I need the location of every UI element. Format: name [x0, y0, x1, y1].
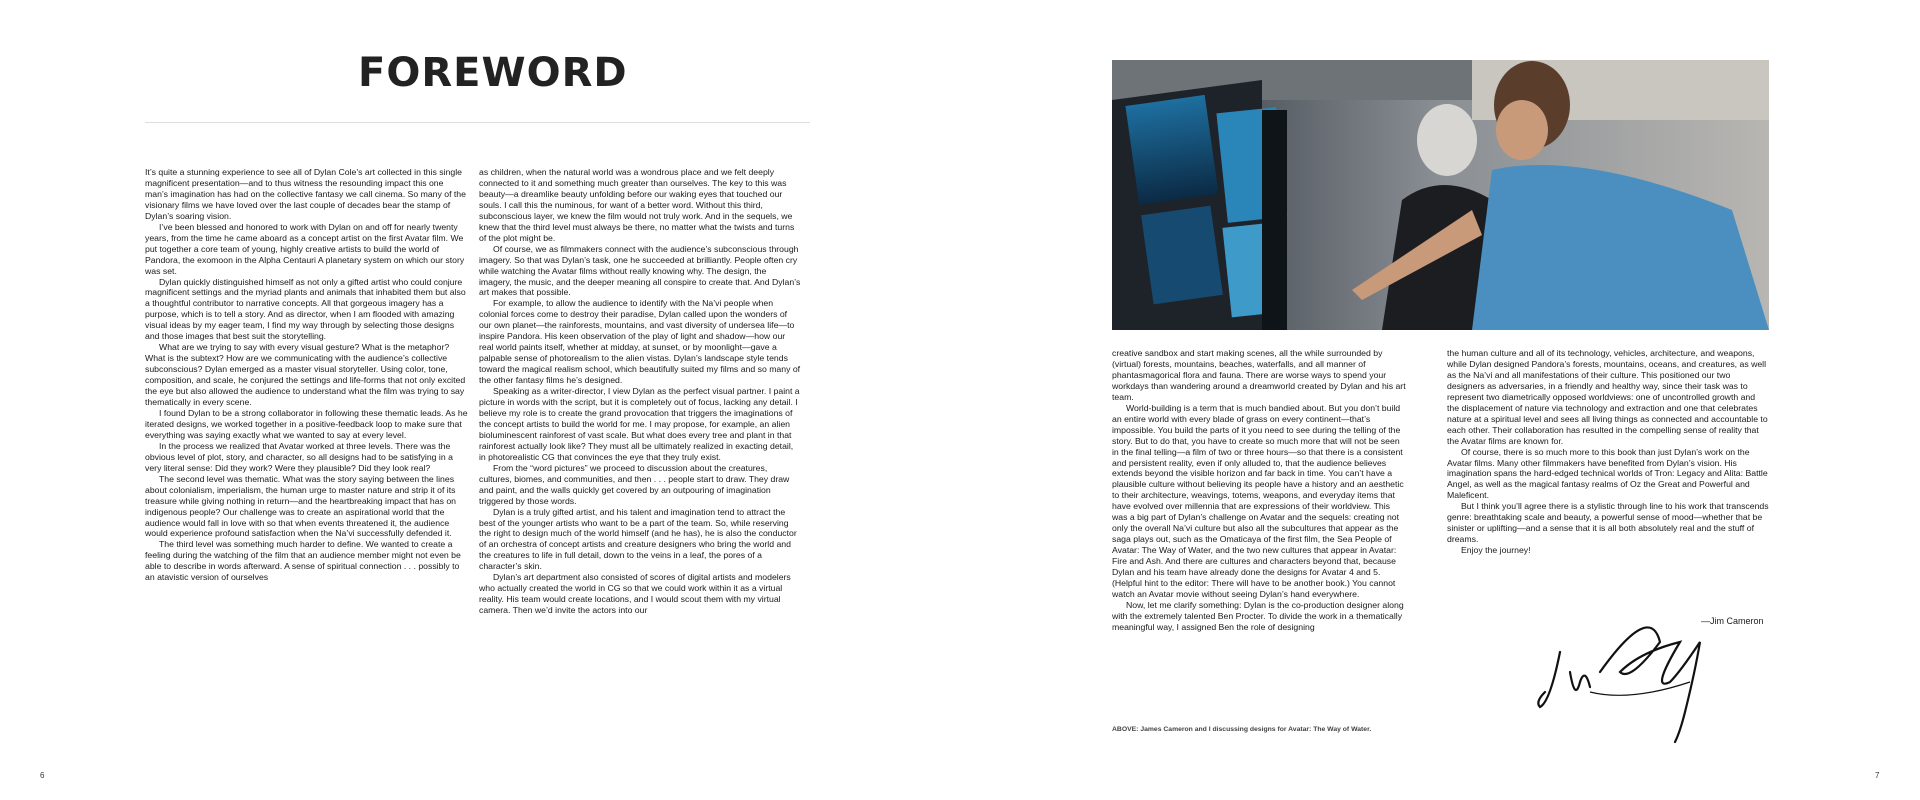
closing-line: Enjoy the journey! [1461, 545, 1531, 556]
paragraph: Dylan quickly distinguished himself as not only a gifted artist who could conjure magnificent settings and the myriad plants and animals that inhabited them but also a thoughtful contributor to narrative concepts. All that gorgeous imagery has a purpose, which is to tell a story. And as director, when I am flooded with amazing visual ideas by my eager team, I find my way through by selecting those designs and those images that best suit the storytelling. [145, 276, 466, 342]
paragraph: Dylan is a truly gifted artist, and his talent and imagination tend to attract the best of the younger artists who want to be a part of the team. So, while reserving the right to design much of the world himself (and he has), he is also the conductor of an orchestra of concept artists and creature designers who bring the world and the creatures to life in full detail, down to the veins in a leaf, the pores of a character’s skin. [479, 506, 797, 572]
paragraph: World-building is a term that is much bandied about. But you don’t build an entire world with every blade of grass on every continent—that’s impossible. You build the parts of it you need to see during the telling of the story. But to do that, you have to create so much more that will not be seen in the final telling—a film of two or three hours—so that there is a consistent and persistent reality, even if only alluded to, that the audience believes extends beyond the visible horizon and far back in time. You can’t have a plausible culture without believing its people have a history and an aesthetic to their architecture, weavings, totems, weapons, and everyday items that have evolved over millennia that are expressions of their worldview. This was a big part of Dylan’s challenge on Avatar and the sequels: creating not only the overall Na’vi culture but also all the subcultures that appear as the saga plays out, such as the Omaticaya of the first film, the Sea People of Avatar: The Way of Water, and the two new cultures that appear in Avatar: Fire and Ash. And there are cultures and characters beyond that, because Dylan and his team have already done the designs for Avatar 4 and 5. (Helpful hint to the editor: There will have to be another book.) You cannot watch an Avatar movie without seeing Dylan’s hand everywhere. [1112, 402, 1404, 599]
page-number-left: 6 [40, 771, 45, 780]
photo-caption: ABOVE: James Cameron and I discussing designs for Avatar: The Way of Water. [1112, 726, 1372, 733]
text-column-1 [145, 167, 468, 583]
text-column-3 [1112, 348, 1407, 633]
text-column-4 [1447, 348, 1769, 556]
paragraph: But I think you’ll agree there is a stylistic through line to his work that transcends genre: breathtaking scale and beauty, a powerful sense of mood—whether that be sinister or uplifting—and a sense that it is all both absolutely real and the stuff of dreams. [1447, 501, 1769, 545]
signoff: —Jim Cameron [1701, 616, 1764, 626]
paragraph: I’ve been blessed and honored to work with Dylan on and off for nearly twenty years, from the time he came aboard as a concept artist on the first Avatar film. We put together a core team of young, highly creative artists to build the world of Pandora, the exomoon in the Alpha Centauri A planetary system on which our story was set. [145, 221, 465, 276]
paragraph: Of course, we as filmmakers connect with the audience’s subconscious through imagery. So that was Dylan’s task, one he succeeded at brilliantly. People often cry while watching the Avatar films without really knowing why. The design, the imagery, the music, and the deeper meaning all conspire to create that. And Dylan’s art makes that possible. [479, 243, 801, 298]
page-number-right: 7 [1875, 771, 1880, 780]
paragraph: The third level was something much harder to define. We wanted to create a feeling during the watching of the film that an audience member might not even be able to describe in words afterward. A sense of spiritual connection . . . possibly to an atavistic version of ourselves [145, 539, 461, 583]
paragraph: The second level was thematic. What was the story saying between the lines about colonialism, imperialism, the human urge to master nature and strip it of its treasure while giving nothing in return—and the heartbreaking impact that has on indigenous people? Our challenge was to create an aspirational world that the audience would fall in love with so that when events threatened it, the audience would experience profound satisfaction when the Na’vi successfully defended it. [145, 473, 457, 539]
signature-icon [1530, 612, 1720, 747]
paragraph: the human culture and all of its technology, vehicles, architecture, and weapons, while Dylan designed Pandora’s forests, mountains, oceans, and creatures, as well as the Na’vi and all manifestations of their culture. This positioned our two designers as adversaries, in a friendly and healthy way, since their task was to represent two diametrically opposed worldviews: one of uncontrolled growth and the displacement of nature via technology and extraction and one that celebrates nature at a spiritual level and sees all living things as connected and accountable to each other. Their collaboration has resulted in the compelling sense of reality that the Avatar films are known for. [1447, 348, 1768, 446]
paragraph: Now, let me clarify something: Dylan is the co-production designer along with the extremely talented Ben Procter. To divide the work in a thematically meaningful way, I assigned Ben the role of designing [1112, 599, 1404, 632]
title-divider [145, 122, 810, 123]
photo [1112, 60, 1769, 330]
page-title: FOREWORD [358, 50, 628, 96]
paragraph: as children, when the natural world was a wondrous place and we felt deeply connected to it and something much greater than ourselves. The key to this was beauty—a dreamlike beauty unfolding before our waking eyes that touched our souls. I call this the numinous, for want of a better word. Without this third, subconscious layer, we knew the film would not truly work. And in the sequels, we knew that the third level must always be there, no matter what the twists and turns of the plot might be. [479, 167, 795, 243]
photo-illustration [1112, 60, 1769, 330]
paragraph: For example, to allow the audience to identify with the Na’vi people when colonial forces come to destroy their paradise, Dylan called upon the wonders of our own planet—the rainforests, mountains, and vast diversity of undersea life—to inspire Pandora. His keen observation of the play of light and shadow—how our real world paints itself, whether at midday, at sunset, or by moonlight—gave a palpable sense of photorealism to the alien vistas. Dylan’s landscape style tends toward the magical realism school, which beautifully suited my films and so many of the other fantasy films he’s designed. [479, 298, 801, 386]
paragraph: creative sandbox and start making scenes, all the while surrounded by (virtual) forests, mountains, beaches, waterfalls, and all manner of phantasmagorical flora and fauna. There are worse ways to spend your workdays than wandering around a dreamworld created by Dylan and his art team. [1112, 348, 1406, 402]
paragraph: Dylan’s art department also consisted of scores of digital artists and modelers who actually created the world in CG so that we could work within it as a virtual reality. His team would create locations, and I would scout them with my virtual camera. Then we’d invite the actors into our [479, 572, 791, 616]
paragraph: What are we trying to say with every visual gesture? What is the metaphor? What is the subtext? How are we communicating with the audience’s collective subconscious? Dylan emerged as a master visual storyteller. Using color, tone, composition, and scale, he conjured the settings and life-forms that not only excited the eye but also allowed the audience to understand what the film was trying to say thematically in every scene. [145, 342, 466, 408]
paragraph: Of course, there is so much more to this book than just Dylan’s work on the Avatar films. Many other filmmakers have benefited from Dylan’s vision. His imagination spans the hard-edged technical worlds of Tron: Legacy and Alita: Battle Angel, as well as the magical fantasy realms of Oz the Great and Powerful and Maleficent. [1447, 446, 1768, 501]
paragraph: I found Dylan to be a strong collaborator in following these thematic leads. As he iterated designs, we worked together in a positive-feedback loop to make sure that everything was saying exactly what we wanted to say at every level. [145, 407, 468, 440]
text-column-2 [479, 167, 801, 616]
paragraph: Speaking as a writer-director, I view Dylan as the perfect visual partner. I paint a picture in words with the script, but it is completely out of focus, lacking any detail. I believe my role is to create the grand provocation that triggers the imaginations of the concept artists to build the world for me. I may propose, for example, an alien bioluminescent rainforest of vast scale. But what does every tree and plant in that rainforest actually look like? They must all be ultimately realized in exacting detail, in photorealistic CG that convinces the eye that they truly exist. [479, 386, 800, 462]
paragraph: In the process we realized that Avatar worked at three levels. There was the obvious level of plot, story, and character, so all designs had to be satisfying in a very literal sense: Did they work? Were they plausible? Did they look real? [145, 440, 453, 473]
paragraph: It’s quite a stunning experience to see all of Dylan Cole’s art collected in this single magnificent presentation—and to thus witness the resounding impact this one man’s imagination has had on the collective fantasy we call cinema. So many of the visionary films we have loved over the last couple of decades bear the stamp of Dylan’s soaring vision. [145, 167, 466, 221]
paragraph: From the “word pictures” we proceed to discussion about the creatures, cultures, biomes, and communities, and then . . . people start to draw. They draw and paint, and the walls quickly get covered by an outpouring of imagination triggered by those words. [479, 462, 790, 506]
